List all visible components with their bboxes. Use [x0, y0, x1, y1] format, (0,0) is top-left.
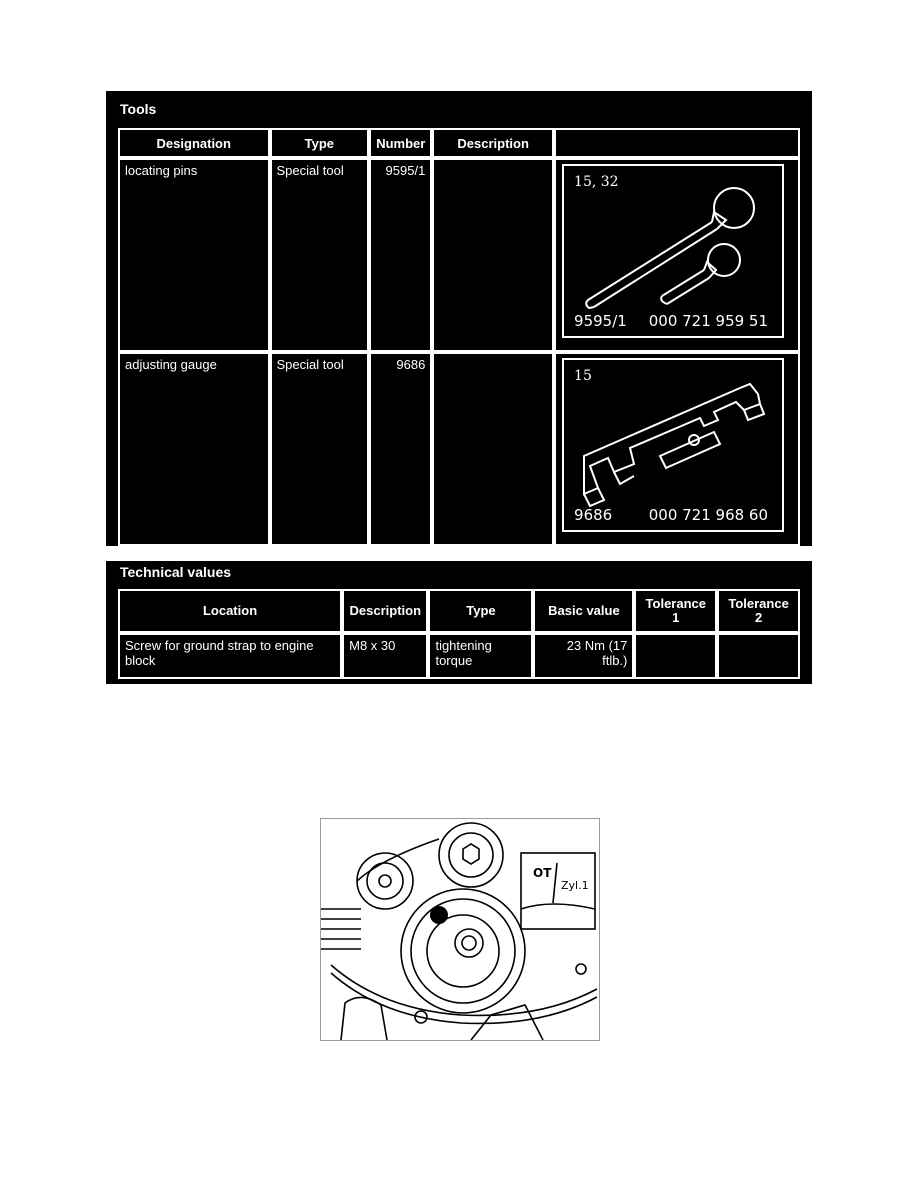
header-image — [554, 128, 800, 158]
header-description: Description — [342, 589, 428, 633]
engine-pulley-figure — [320, 818, 600, 1041]
figure-ref: 15 — [574, 368, 592, 384]
tool-type: Special tool — [270, 158, 370, 352]
header-location: Location — [118, 589, 342, 633]
tools-title: Tools — [120, 101, 157, 117]
tool-type: Special tool — [270, 352, 370, 546]
tools-header-row — [118, 128, 800, 158]
tool-number: 9595/1 — [369, 158, 432, 352]
value-description: M8 x 30 — [342, 633, 428, 679]
figure-part-number: 000 721 959 51 — [648, 312, 769, 330]
tool-description — [432, 352, 554, 546]
header-description: Description — [432, 128, 554, 158]
tools-panel — [106, 91, 812, 546]
header-basic-value: Basic value — [533, 589, 634, 633]
header-designation: Designation — [118, 128, 270, 158]
tool-image-cell — [554, 158, 800, 352]
value-location: Screw for ground strap to engine block — [118, 633, 342, 679]
technical-values-panel — [106, 561, 812, 684]
inset-label-cyl: Zyl.1 — [561, 879, 589, 892]
table-row — [118, 633, 800, 679]
header-type: Type — [270, 128, 370, 158]
technical-values-title: Technical values — [120, 564, 232, 580]
engine-pulley-drawing-icon — [321, 819, 599, 1040]
figure-code: 9595/1 — [574, 312, 627, 330]
technical-values-header-row — [118, 589, 800, 633]
value-tolerance-1 — [634, 633, 717, 679]
header-type: Type — [428, 589, 533, 633]
tools-table — [118, 128, 800, 546]
header-tolerance-2: Tolerance 2 — [717, 589, 800, 633]
tool-designation: locating pins — [118, 158, 270, 352]
value-type: tightening torque — [428, 633, 533, 679]
inset-label-ot: OT — [533, 866, 552, 880]
adjusting-gauge-figure — [562, 358, 784, 532]
tool-designation: adjusting gauge — [118, 352, 270, 546]
value-basic-value: 23 Nm (17 ftlb.) — [533, 633, 634, 679]
figure-code: 9686 — [574, 506, 613, 524]
value-tolerance-2 — [717, 633, 800, 679]
table-row — [118, 352, 800, 546]
locating-pins-figure — [562, 164, 784, 338]
header-number: Number — [369, 128, 432, 158]
figure-part-number: 000 721 968 60 — [648, 506, 769, 524]
technical-values-table — [118, 589, 800, 679]
tool-description — [432, 158, 554, 352]
table-row — [118, 158, 800, 352]
figure-ref: 15, 32 — [574, 174, 619, 190]
tool-number: 9686 — [369, 352, 432, 546]
header-tolerance-1: Tolerance 1 — [634, 589, 717, 633]
tool-image-cell — [554, 352, 800, 546]
